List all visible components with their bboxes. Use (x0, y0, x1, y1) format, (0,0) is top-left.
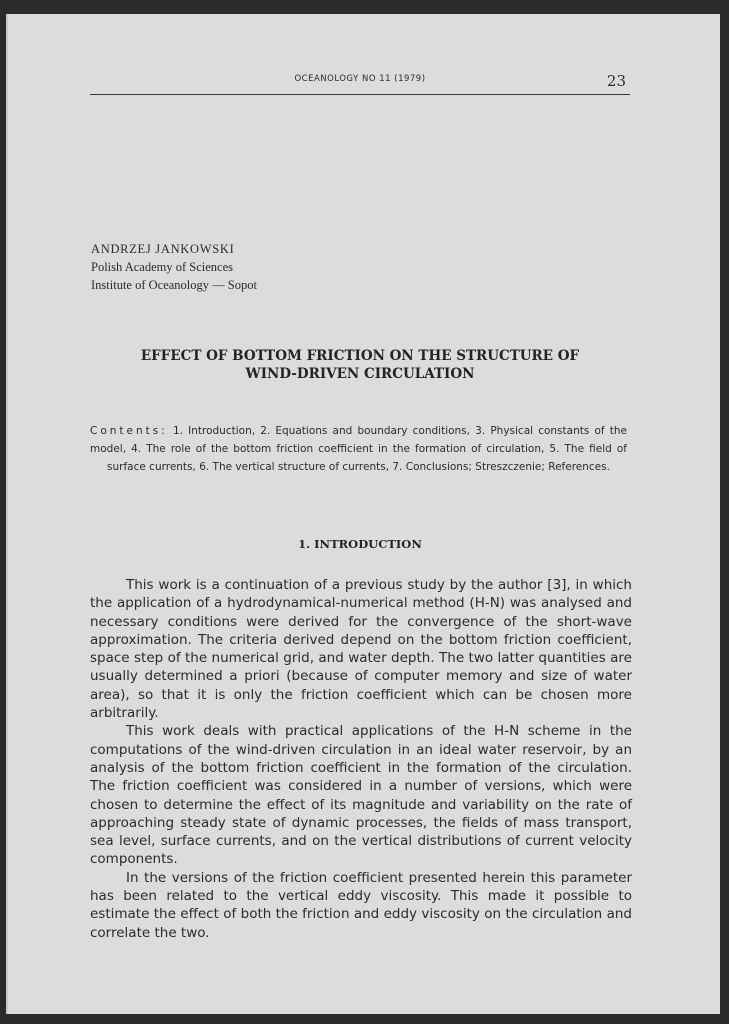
paper-page (6, 14, 720, 1014)
paragraph: In the versions of the friction coefficient presented herein this parameter has been related to the vertical eddy viscosity. This made it possible to estimate the effect of both the friction and eddy viscosity on the circulation and correlate the two. (90, 869, 632, 941)
paper-title (90, 347, 630, 383)
section-heading: 1. INTRODUCTION (298, 537, 422, 551)
paragraph: This work is a continuation of a previous study by the author [3], in which the application of a hydrodynamical-numerical method (H-N) was analysed and necessary conditions were derived for the convergence of the short-wave approximation. The criteria derived depend on the bottom friction coefficient, space step of the numerical grid, and water depth. The two latter quantities are usually determined a priori (because of computer memory and size of water area), so that it is only the friction coefficient which can be chosen more arbitrarily. (90, 577, 632, 722)
running-header (90, 74, 630, 95)
title-line-1: EFFECT OF BOTTOM FRICTION ON THE STRUCTURE OF (140, 348, 580, 364)
table-of-contents (90, 422, 627, 476)
paragraph: This work deals with practical applications of the H-N scheme in the computations of the wind-driven circulation in an ideal water reservoir, by an analysis of the bottom friction coefficient in the formation of the circulation. The friction coefficient was considered in a number of versions, which were chosen to determine the effect of its magnitude and variability on the rate of approaching steady state of dynamic processes, the fields of mass transport, sea level, surface currents, and on the vertical distributions of current velocity components. (90, 723, 632, 868)
section-body (90, 576, 632, 942)
author-block (91, 240, 257, 294)
title-line-2: WIND-DRIVEN CIRCULATION (245, 366, 475, 382)
contents-text: 1. Introduction, 2. Equations and boundary conditions, 3. Physical constants of the model, 4. The role of the bottom friction coefficient in the formation of circulation, 5. The field of surface currents, 6. The vertical structure of currents, 7. Conclusions; Streszczenie; References. (90, 425, 628, 473)
contents-label: Contents: (90, 425, 168, 437)
page-number: 23 (606, 72, 626, 90)
author-institute: Institute of Oceanology — Sopot (91, 278, 257, 292)
journal-name: OCEANOLOGY NO 11 (1979) (294, 74, 426, 84)
author-affiliation: Polish Academy of Sciences (91, 260, 233, 274)
author-name: ANDRZEJ JANKOWSKI (91, 242, 235, 256)
